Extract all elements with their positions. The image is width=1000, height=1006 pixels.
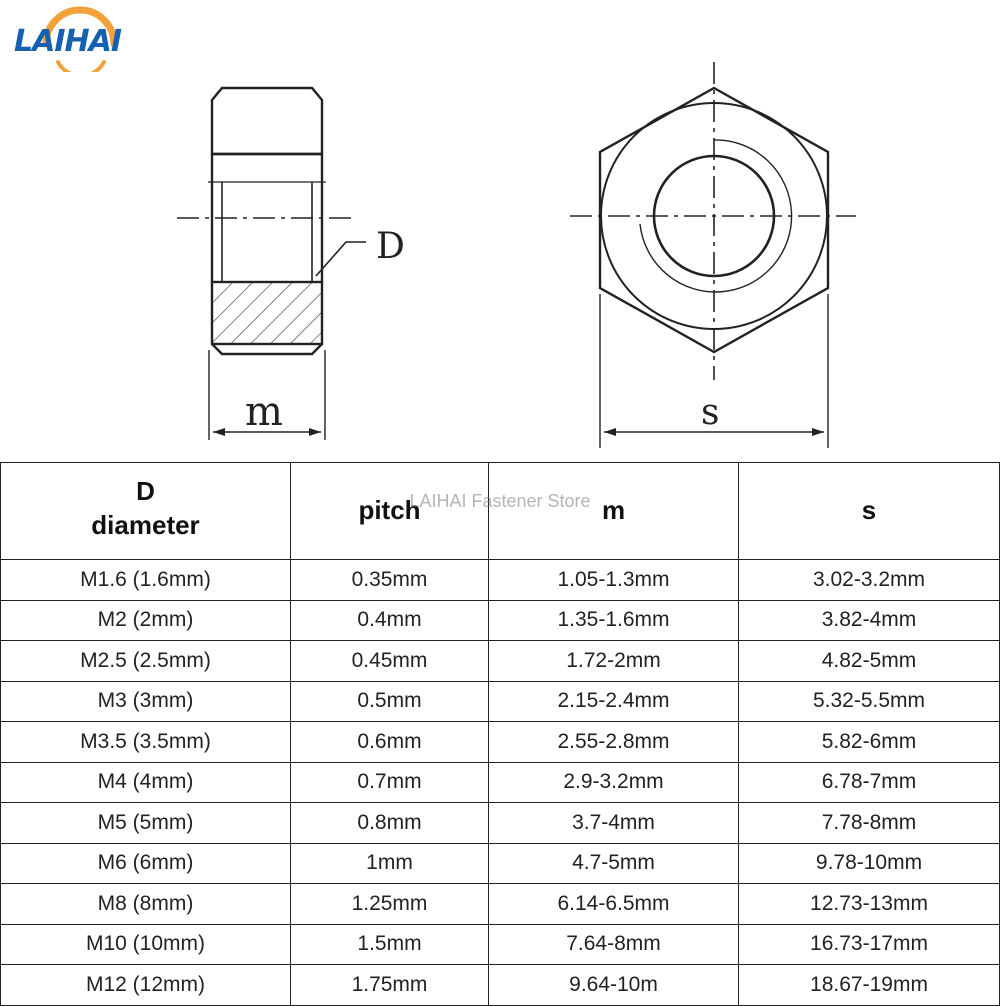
label-s: s [701,392,720,433]
cell-m: 6.14-6.5mm [489,884,739,925]
cell-m: 1.35-1.6mm [489,600,739,641]
cell-diameter: M2.5 (2.5mm) [1,641,291,682]
cell-pitch: 0.4mm [291,600,489,641]
cell-s: 3.02-3.2mm [739,560,1000,601]
cell-diameter: M12 (12mm) [1,965,291,1006]
cell-m: 2.9-3.2mm [489,762,739,803]
table-row [1,641,1000,682]
hex-nut-drawing [0,0,1000,462]
cell-pitch: 0.6mm [291,722,489,763]
header-d-diameter [1,463,291,560]
cell-diameter: M1.6 (1.6mm) [1,560,291,601]
cell-pitch: 0.7mm [291,762,489,803]
cell-pitch: 1.75mm [291,965,489,1006]
header-m: m [489,463,739,560]
header-s: s [739,463,1000,560]
cell-pitch: 0.5mm [291,681,489,722]
cell-pitch: 1mm [291,843,489,884]
cell-m: 1.05-1.3mm [489,560,739,601]
cell-diameter: M8 (8mm) [1,884,291,925]
cell-pitch: 0.35mm [291,560,489,601]
label-m: m [245,389,283,435]
table-row [1,560,1000,601]
label-d: D [376,226,405,267]
cell-m: 2.15-2.4mm [489,681,739,722]
cell-diameter: M3.5 (3.5mm) [1,722,291,763]
store-watermark: LAIHAI Fastener Store [409,491,591,511]
cell-m: 1.72-2mm [489,641,739,682]
cell-m: 2.55-2.8mm [489,722,739,763]
table-header-row [1,463,1000,560]
spec-table [0,462,1000,1006]
nut-side-view [177,88,366,440]
header-diameter: diameter [91,510,200,540]
logo-text: LAIHAI [14,24,121,59]
cell-diameter: M4 (4mm) [1,762,291,803]
cell-s: 12.73-13mm [739,884,1000,925]
cell-pitch: 1.5mm [291,924,489,965]
table-row [1,843,1000,884]
table-row [1,924,1000,965]
table-row [1,762,1000,803]
cell-pitch: 0.8mm [291,803,489,844]
table-row [1,884,1000,925]
header-pitch: pitch [291,463,489,560]
cell-pitch: 1.25mm [291,884,489,925]
nut-front-view [570,62,856,448]
cell-diameter: M2 (2mm) [1,600,291,641]
cell-diameter: M5 (5mm) [1,803,291,844]
cell-m: 9.64-10m [489,965,739,1006]
cell-s: 9.78-10mm [739,843,1000,884]
table-row [1,681,1000,722]
table-row [1,600,1000,641]
table-row [1,965,1000,1006]
cell-s: 18.67-19mm [739,965,1000,1006]
cell-m: 3.7-4mm [489,803,739,844]
table-row [1,803,1000,844]
cell-pitch: 0.45mm [291,641,489,682]
cell-s: 5.32-5.5mm [739,681,1000,722]
header-d: D [136,476,155,507]
cell-s: 6.78-7mm [739,762,1000,803]
table-row [1,722,1000,763]
cell-diameter: M10 (10mm) [1,924,291,965]
cell-s: 16.73-17mm [739,924,1000,965]
cell-m: 7.64-8mm [489,924,739,965]
cell-s: 5.82-6mm [739,722,1000,763]
cell-s: 3.82-4mm [739,600,1000,641]
cell-diameter: M6 (6mm) [1,843,291,884]
cell-s: 7.78-8mm [739,803,1000,844]
cell-s: 4.82-5mm [739,641,1000,682]
cell-diameter: M3 (3mm) [1,681,291,722]
cell-m: 4.7-5mm [489,843,739,884]
